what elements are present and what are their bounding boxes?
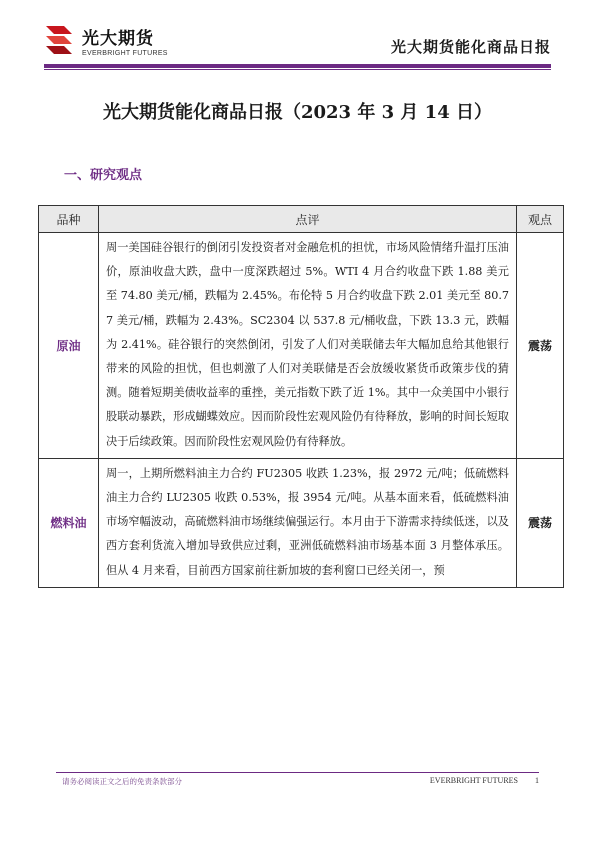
row-category: 燃料油 xyxy=(39,458,99,587)
row-view: 震荡 xyxy=(517,458,564,587)
header-view: 观点 xyxy=(517,206,564,233)
page-header xyxy=(0,0,595,70)
document-title: 光大期货能化商品日报（2023 年 3 月 14 日） xyxy=(102,102,492,123)
page-bottom-margin xyxy=(38,766,565,826)
header-comment: 点评 xyxy=(99,206,517,233)
footer-disclaimer: 请务必阅读正文之后的免责条款部分 xyxy=(62,777,182,786)
research-table xyxy=(38,205,564,588)
row-view: 震荡 xyxy=(517,233,564,459)
table-header-row xyxy=(39,206,564,233)
row-comment xyxy=(99,458,517,587)
header-divider-thick xyxy=(44,64,551,68)
header-report-title: 光大期货能化商品日报 xyxy=(390,38,551,56)
comment-text: 周一，上期所燃料油主力合约 FU2305 收跌 1.23%，报 2972 元/吨；低硫燃料油主力合约 LU2305 收跌 0.53%，报 3954 元/吨。从基本面来看，低硫燃料油市场窄幅波动，高硫燃料油市场继续偏强运行。本月由于下游需求持续低迷，以及西方套利货流入增加导致供应过剩，亚洲低硫燃料油市场基本面 3 月整体承压。但从 4 月来看，目前西方国家前往新加坡的套利窗口已经关闭一，预 xyxy=(106,466,509,577)
footer-page-number: 1 xyxy=(535,776,539,785)
row-comment xyxy=(99,233,517,459)
logo-chinese-name: 光大期货 xyxy=(82,29,154,49)
company-logo xyxy=(44,24,184,68)
logo-english-name: EVERBRIGHT FUTURES xyxy=(82,50,168,57)
table-row xyxy=(39,233,564,459)
footer-divider xyxy=(56,772,539,773)
header-category: 品种 xyxy=(39,206,99,233)
header-divider-thin xyxy=(44,69,551,70)
comment-text: 周一美国硅谷银行的倒闭引发投资者对金融危机的担忧，市场风险情绪升温打压油价，原油收盘大跌，盘中一度深跌超过 5%。WTI 4 月合约收盘下跌 1.88 美元至 74.80 美元/桶，跌幅为 2.45%。布伦特 5 月合约收盘下跌 2.01 美元至 80.77 美元/桶，跌幅为 2.43%。SC2304 以 537.8 元/桶收盘，下跌 13.3 元，跌幅为 2.41%。硅谷银行的突然倒闭，引发了人们对美联储去年大幅加息给其他银行带来的风险的担忧，但也刺激了人们对美联储是否会放缓收紧货币政策步伐的猜测。随着短期美债收益率的重挫，美元指数下跌了近 1%。其中一众美国中小银行股联动暴跌，形成蝴蝶效应。因而阶段性宏观风险仍有待释放，影响的时间长短取决于后续政策。因而阶段性宏观风险仍有待释放。 xyxy=(106,241,509,448)
section-heading: 一、研究观点 xyxy=(64,168,143,183)
row-category: 原油 xyxy=(39,233,99,459)
table-row xyxy=(39,458,564,587)
everbright-logo-icon xyxy=(44,24,74,58)
footer-brand: EVERBRIGHT FUTURES xyxy=(429,776,518,785)
